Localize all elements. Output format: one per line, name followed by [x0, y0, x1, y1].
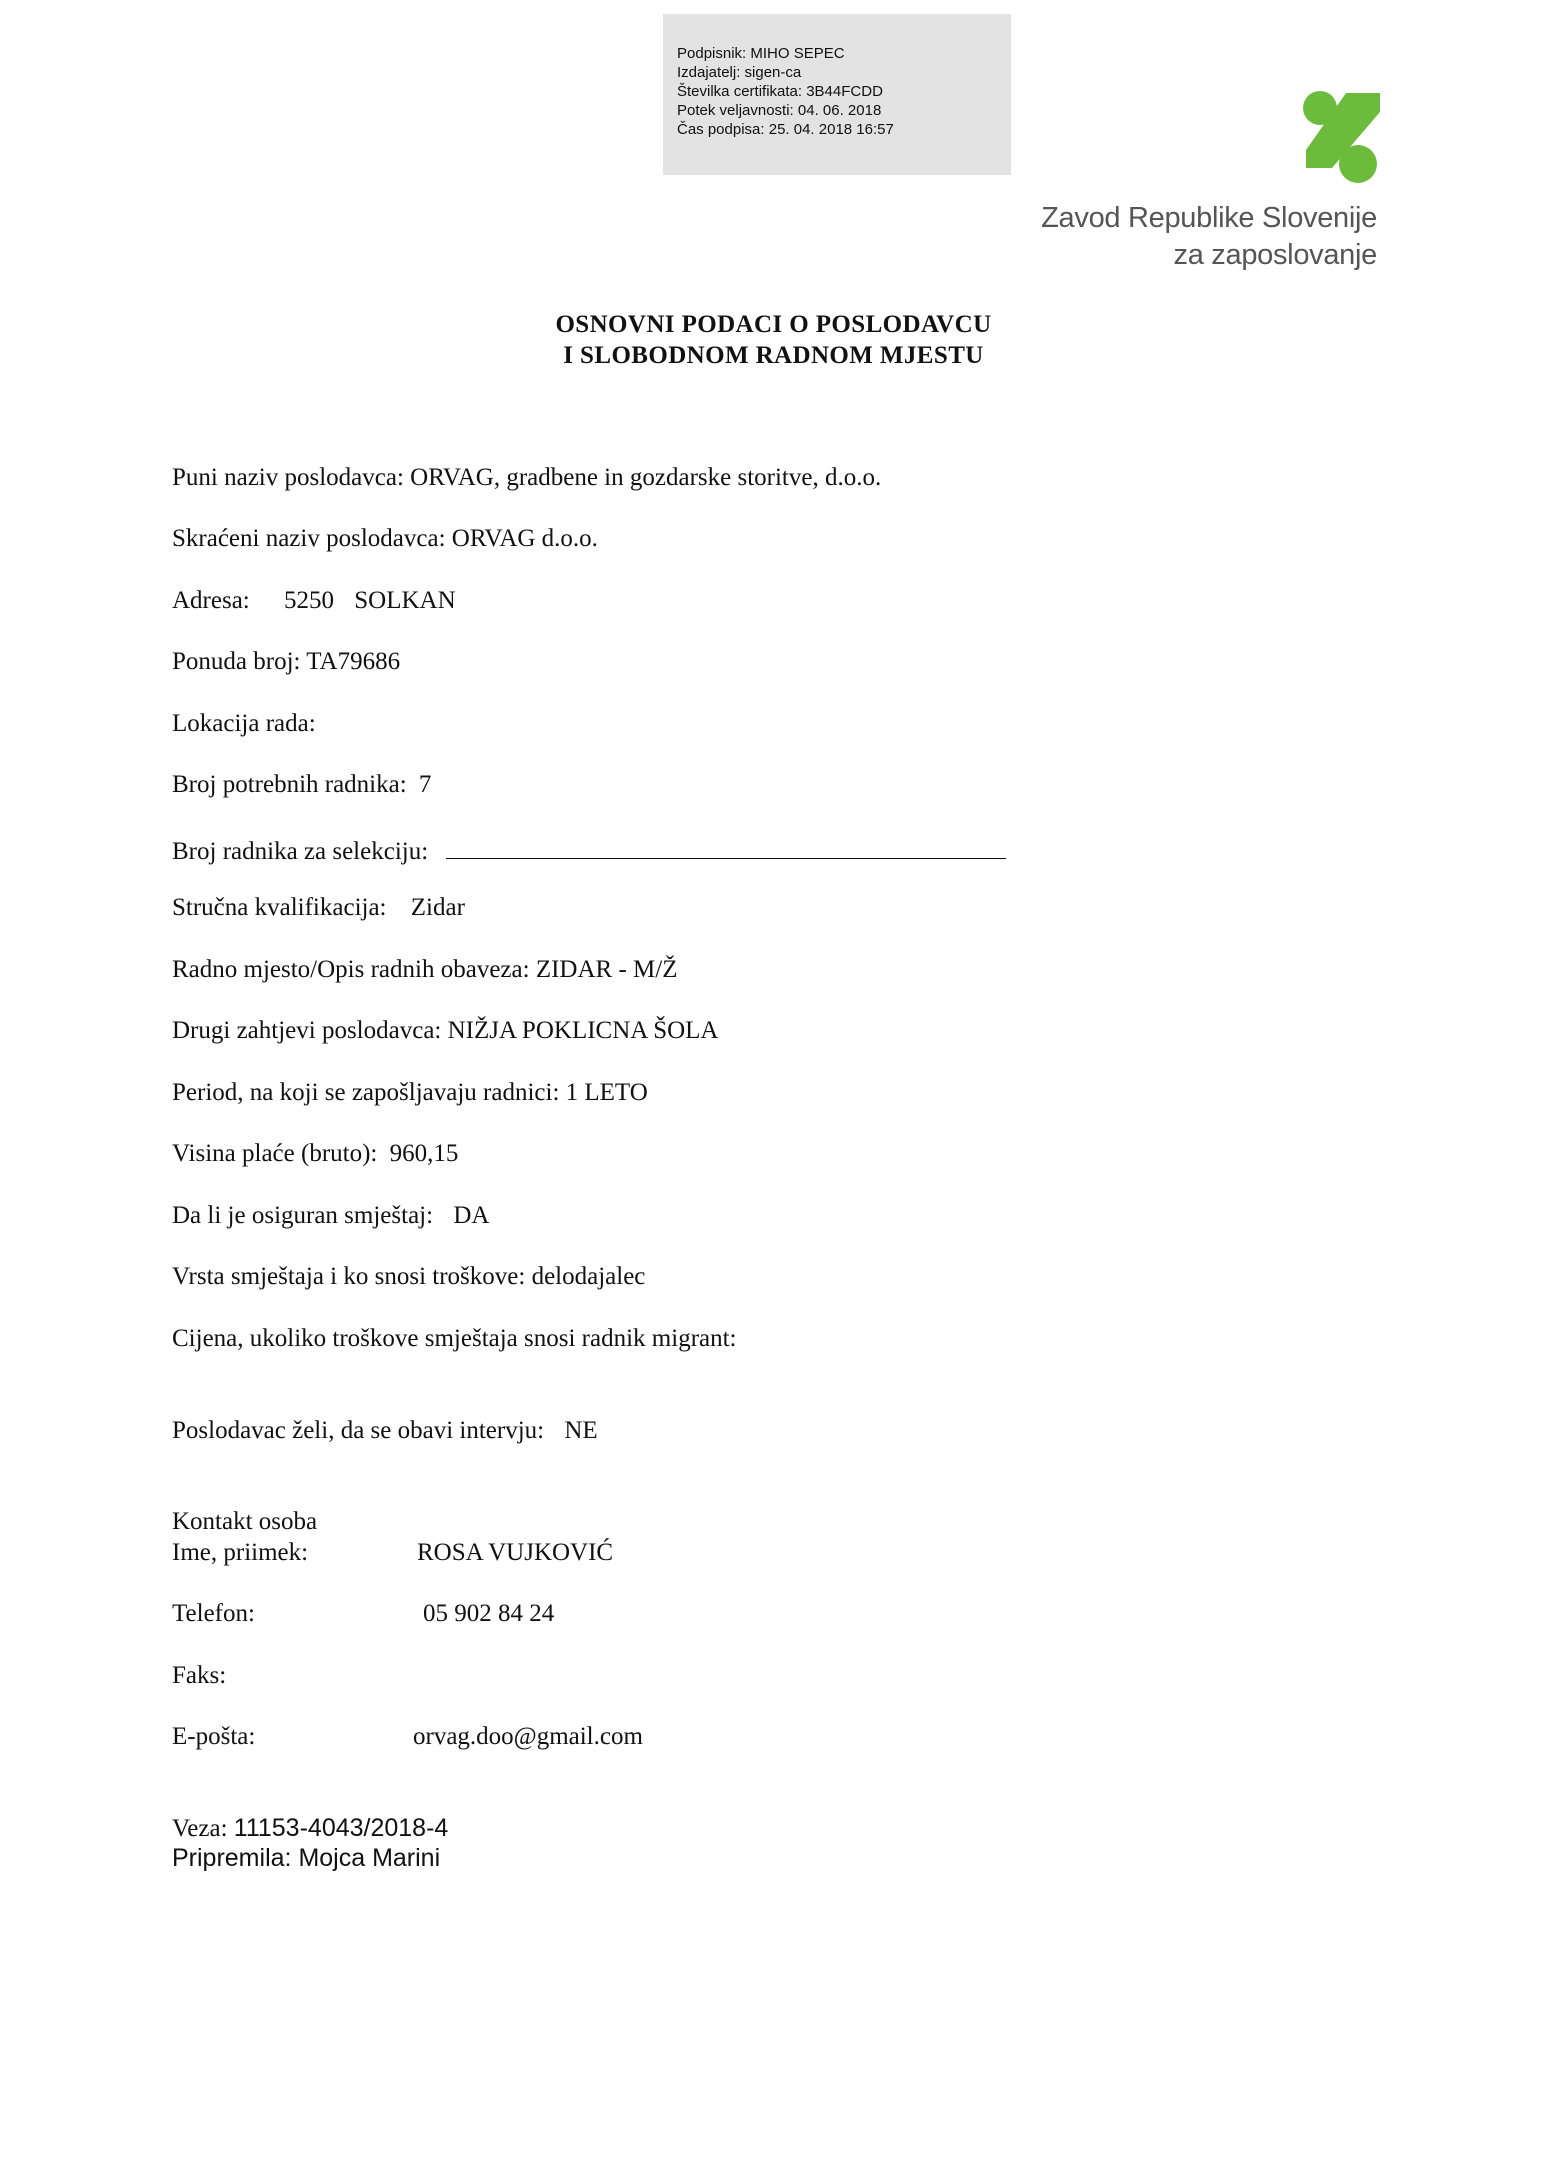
field-job — [172, 955, 677, 985]
blank-underline — [446, 832, 1006, 859]
field-label: Da li je osiguran smještaj: — [172, 1202, 434, 1229]
field-value: TA79686 — [306, 648, 401, 675]
field-label: Lokacija rada: — [172, 710, 316, 737]
field-address — [172, 586, 456, 616]
contact-email — [172, 1722, 643, 1752]
field-label: Radno mjesto/Opis radnih obaveza: — [172, 956, 530, 983]
field-workers-needed — [172, 770, 431, 800]
field-interview — [172, 1416, 598, 1446]
field-label: Broj radnika za selekciju: — [172, 838, 429, 865]
field-value: delodajalec — [531, 1263, 646, 1290]
field-value: DA — [453, 1202, 490, 1229]
address-postcode: 5250 — [284, 587, 334, 614]
prepared-by-value: Mojca Marini — [298, 1844, 441, 1872]
contact-phone — [172, 1599, 554, 1629]
field-qualification — [172, 893, 465, 923]
contact-name-label: Ime, priimek: — [172, 1539, 309, 1566]
field-value: ORVAG d.o.o. — [451, 525, 598, 552]
field-requirements — [172, 1016, 718, 1046]
field-offer-number — [172, 647, 400, 677]
contact-phone-label: Telefon: — [172, 1600, 255, 1627]
institution-name-line1: Zavod Republike Slovenije — [1041, 202, 1377, 234]
contact-name — [172, 1538, 613, 1568]
field-short-name — [172, 524, 598, 554]
contact-heading-text: Kontakt osoba — [172, 1508, 318, 1535]
field-workers-selection — [172, 832, 1006, 867]
field-label: Broj potrebnih radnika: — [172, 771, 407, 798]
field-value: ORVAG, gradbene in gozdarske storitve, d.o.o. — [410, 464, 882, 491]
field-accommodation-price — [172, 1324, 737, 1354]
field-label: Visina plaće (bruto): — [172, 1140, 378, 1167]
document-title — [0, 309, 1547, 371]
field-value: NE — [564, 1417, 598, 1444]
field-label: Stručna kvalifikacija: — [172, 894, 387, 921]
contact-heading — [172, 1507, 317, 1537]
prepared-by-line — [172, 1843, 440, 1873]
address-city: SOLKAN — [354, 587, 456, 614]
field-full-name — [172, 463, 881, 493]
signature-issuer: Izdajatelj: sigen-ca — [677, 64, 802, 81]
institution-name — [1041, 200, 1377, 274]
field-label: Period, na koji se zapošljavaju radnici: — [172, 1079, 560, 1106]
field-accommodation-type — [172, 1262, 645, 1292]
document-title-line1: OSNOVNI PODACI O POSLODAVCU — [555, 311, 992, 338]
contact-fax — [172, 1661, 417, 1691]
signature-box — [663, 14, 1011, 175]
reference-label: Veza: — [172, 1815, 228, 1842]
contact-email-label: E-pošta: — [172, 1723, 256, 1750]
zrss-logo-icon — [1302, 90, 1382, 184]
field-value: NIŽJA POKLICNA ŠOLA — [447, 1017, 719, 1044]
field-value: Zidar — [410, 894, 465, 921]
field-accommodation — [172, 1201, 489, 1231]
contact-fax-label: Faks: — [172, 1662, 227, 1689]
field-label: Ponuda broj: — [172, 648, 301, 675]
field-value: ZIDAR - M/Ž — [535, 956, 678, 983]
signature-certificate: Številka certifikata: 3B44FCDD — [677, 83, 883, 100]
field-period — [172, 1078, 648, 1108]
contact-phone-value: 05 902 84 24 — [423, 1600, 555, 1627]
field-value: 1 LETO — [565, 1079, 648, 1106]
field-label: Skraćeni naziv poslodavca: — [172, 525, 446, 552]
field-label: Poslodavac želi, da se obavi intervju: — [172, 1417, 545, 1444]
signature-validity: Potek veljavnosti: 04. 06. 2018 — [677, 102, 882, 119]
field-label: Puni naziv poslodavca: — [172, 464, 404, 491]
field-salary — [172, 1139, 458, 1169]
prepared-by-label: Pripremila: — [172, 1844, 292, 1872]
field-value: 960,15 — [389, 1140, 459, 1167]
signature-signer: Podpisnik: MIHO SEPEC — [677, 45, 845, 62]
contact-email-value: orvag.doo@gmail.com — [413, 1723, 643, 1750]
field-label: Vrsta smještaja i ko snosi troškove: — [172, 1263, 526, 1290]
field-label: Adresa: — [172, 587, 250, 614]
contact-name-value: ROSA VUJKOVIĆ — [417, 1539, 614, 1566]
reference-value: 11153-4043/2018-4 — [233, 1814, 449, 1842]
field-label: Drugi zahtjevi poslodavca: — [172, 1017, 442, 1044]
reference-line — [172, 1813, 448, 1844]
field-label: Cijena, ukoliko troškove smještaja snosi radnik migrant: — [172, 1325, 737, 1352]
field-location — [172, 709, 316, 739]
institution-name-line2: za zaposlovanje — [1173, 239, 1377, 271]
field-value: 7 — [418, 771, 432, 798]
document-title-line2: I SLOBODNOM RADNOM MJESTU — [563, 342, 984, 369]
signature-time: Čas podpisa: 25. 04. 2018 16:57 — [677, 121, 894, 138]
